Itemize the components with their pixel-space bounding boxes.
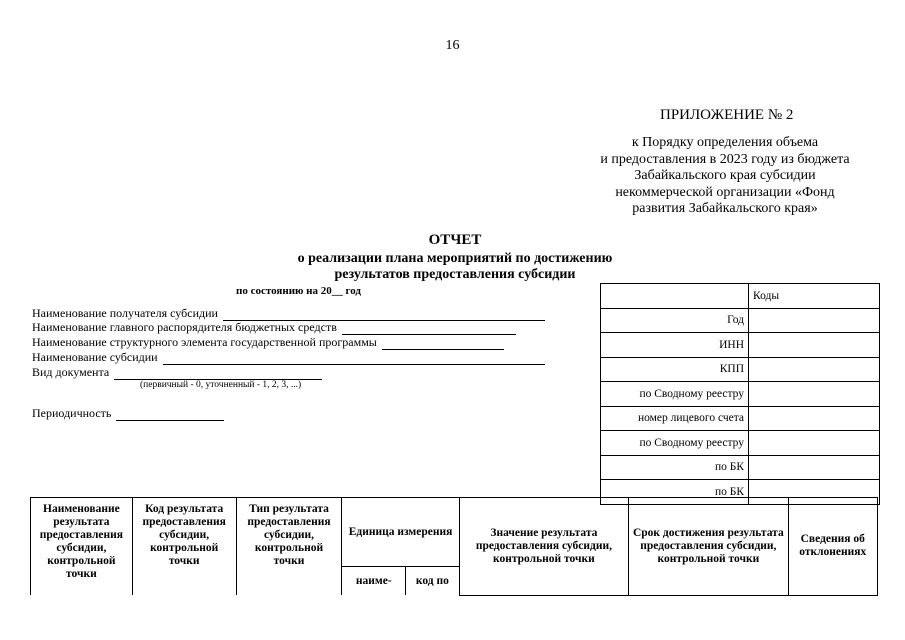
col-result-name: Наименование результата предоставления субсидии, контрольной точки [31,498,133,596]
codes-row-label: по Сводному реестру [601,382,749,407]
main-manager-input-line[interactable] [342,325,516,335]
appendix-line: Забайкальского края субсидии [634,168,816,183]
periodicity-label: Периодичность [32,406,112,420]
subsidy-name-field [32,350,545,365]
structural-element-field [32,335,504,350]
codes-row-label: по БК [601,480,749,505]
doc-type-label: Вид документа [32,365,110,379]
codes-row-label: по БК [601,455,749,480]
main-manager-field [32,320,516,335]
col-result-code: Код результата предоставления субсидии, контрольной точки [132,498,236,596]
col-deadline: Срок достижения результата предоставления субсидии, контрольной точки [629,498,788,596]
codes-row-label: номер лицевого счета [601,406,749,431]
codes-row-value[interactable] [749,455,880,480]
structural-element-input-line[interactable] [382,340,504,350]
appendix-title: ПРИЛОЖЕНИЕ № 2 [660,107,794,123]
codes-header-empty [601,284,749,309]
codes-row [601,382,880,407]
col-unit-name: наиме- [342,567,406,596]
codes-row [601,406,880,431]
col-result-value: Значение результата предоставления субсидии, контрольной точки [459,498,629,596]
codes-row-value[interactable] [749,357,880,382]
codes-row [601,455,880,480]
codes-row [601,431,880,456]
appendix-line: к Порядку определения объема [631,135,819,150]
structural-element-label: Наименование структурного элемента государственной программы [32,335,377,349]
appendix-reference [560,135,890,218]
periodicity-field [32,406,224,421]
codes-row [601,333,880,358]
appendix-line: и предоставления в 2023 году из бюджета [600,151,850,167]
appendix-line: развития Забайкальского края» [632,201,818,216]
doc-type-hint: (первичный - 0, уточненный - 1, 2, 3, ...) [140,380,302,390]
results-table-header-row [31,498,878,567]
report-title: ОТЧЕТ [428,232,482,248]
codes-row-label: Год [601,308,749,333]
codes-table [600,283,880,505]
results-table [30,497,878,596]
periodicity-input-line[interactable] [116,411,224,421]
codes-row-label: ИНН [601,333,749,358]
codes-row-value[interactable] [749,308,880,333]
codes-header-row [601,284,880,309]
appendix-line: некоммерческой организации «Фонд [615,184,835,200]
col-unit-code: код по [406,567,459,596]
codes-row-value[interactable] [749,382,880,407]
recipient-label: Наименование получателя субсидии [32,306,218,320]
main-manager-label: Наименование главного распорядителя бюджетных средств [32,320,337,334]
recipient-field [32,306,545,321]
page-number: 16 [445,38,460,53]
codes-row-value[interactable] [749,406,880,431]
codes-row-value[interactable] [749,333,880,358]
col-unit: Единица измерения [342,498,459,567]
codes-row-label: по Сводному реестру [601,431,749,456]
codes-header: Коды [749,284,880,309]
subsidy-name-label: Наименование субсидии [32,350,158,364]
col-deviations: Сведения об отклонениях [788,498,878,596]
doc-type-field [32,365,322,380]
report-subtitle: результатов предоставления субсидии [334,267,576,282]
codes-row [601,357,880,382]
col-result-type: Тип результата предоставления субсидии, контрольной точки [236,498,342,596]
codes-row-label: КПП [601,357,749,382]
doc-type-input-line[interactable] [114,370,322,380]
report-subtitle: о реализации плана мероприятий по достижению [297,251,613,266]
codes-row-value[interactable] [749,431,880,456]
subsidy-name-input-line[interactable] [163,355,545,365]
report-as-of-date: по состоянию на 20__ год [236,285,361,297]
codes-row [601,308,880,333]
